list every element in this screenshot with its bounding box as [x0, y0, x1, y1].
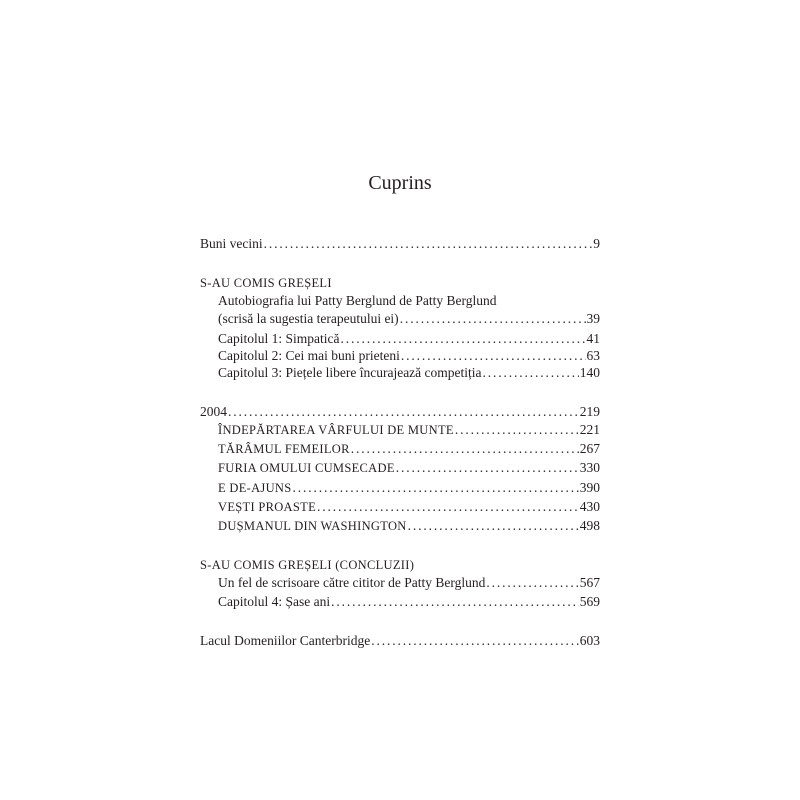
toc-label: TĂRÂMUL FEMEILOR: [218, 442, 350, 456]
toc-label: 2004: [200, 404, 227, 419]
toc-label: E DE-AJUNS: [218, 481, 292, 495]
toc-entry: [218, 517, 600, 535]
dot-leader: [455, 421, 579, 439]
page-title: Cuprins: [368, 172, 432, 194]
toc-page: 221: [579, 422, 600, 437]
toc-page: 330: [579, 460, 600, 475]
dot-leader: [371, 632, 579, 650]
toc-label: Autobiografia lui Patty Berglund de Patty Berglund: [218, 293, 497, 308]
dot-leader: [264, 235, 593, 253]
toc-entry: [218, 292, 600, 310]
toc-page: 39: [586, 311, 600, 326]
toc-entry: [218, 479, 600, 497]
dot-leader: [292, 479, 578, 497]
toc-label: S-AU COMIS GREȘELI: [200, 276, 332, 290]
dot-leader: [228, 403, 579, 421]
toc-entry: [218, 440, 600, 458]
toc-page: 567: [579, 575, 600, 590]
toc-entry: [218, 364, 600, 382]
toc-page: 9: [593, 236, 600, 251]
toc-page: 430: [579, 499, 600, 514]
toc-entry: [218, 574, 600, 592]
dot-leader: [486, 574, 578, 592]
dot-leader: [408, 517, 579, 535]
toc-section-heading: [200, 556, 600, 574]
toc-entry: [218, 459, 600, 477]
dot-leader: [401, 347, 586, 365]
toc-label: Capitolul 4: Șase ani: [218, 594, 331, 609]
toc-label: ÎNDEPĂRTAREA VÂRFULUI DE MUNTE: [218, 423, 454, 437]
toc-page: 140: [579, 365, 600, 380]
dot-leader: [396, 459, 579, 477]
toc-label: Capitolul 1: Simpatică: [218, 331, 340, 346]
dot-leader: [317, 498, 579, 516]
toc-entry: [200, 235, 600, 253]
toc-page: 498: [579, 518, 600, 533]
toc-entry: [218, 310, 600, 328]
toc-entry: [218, 330, 600, 348]
toc-label: VEȘTI PROASTE: [218, 500, 317, 514]
dot-leader: [331, 593, 579, 611]
toc-label: Lacul Domeniilor Canterbridge: [200, 633, 371, 648]
toc-entry: [218, 498, 600, 516]
toc-page: 569: [579, 594, 600, 609]
toc-page: 390: [579, 480, 600, 495]
toc-label: DUȘMANUL DIN WASHINGTON: [218, 519, 407, 533]
toc-label: Capitolul 3: Piețele libere încurajează competiția: [218, 365, 482, 380]
toc-section-heading: [200, 274, 600, 292]
toc-label: Un fel de scrisoare către cititor de Patty Berglund: [218, 575, 486, 590]
toc-page: 603: [579, 633, 600, 648]
toc-label: FURIA OMULUI CUMSECADE: [218, 461, 395, 475]
toc-entry: [218, 593, 600, 611]
toc-page: 267: [579, 441, 600, 456]
toc-page: 63: [586, 348, 600, 363]
toc-page: 219: [579, 404, 600, 419]
toc-label: Buni vecini: [200, 236, 263, 251]
dot-leader: [483, 364, 579, 382]
dot-leader: [351, 440, 579, 458]
toc-page: 41: [586, 331, 600, 346]
toc-entry: [200, 632, 600, 650]
toc-label: S-AU COMIS GREȘELI (CONCLUZII): [200, 558, 415, 572]
toc-entry: [218, 347, 600, 365]
toc-entry: [200, 403, 600, 421]
toc-label: Capitolul 2: Cei mai buni prieteni: [218, 348, 400, 363]
toc-entry: [218, 421, 600, 439]
toc-label: (scrisă la sugestia terapeutului ei): [218, 311, 399, 326]
dot-leader: [400, 310, 586, 328]
dot-leader: [341, 330, 586, 348]
